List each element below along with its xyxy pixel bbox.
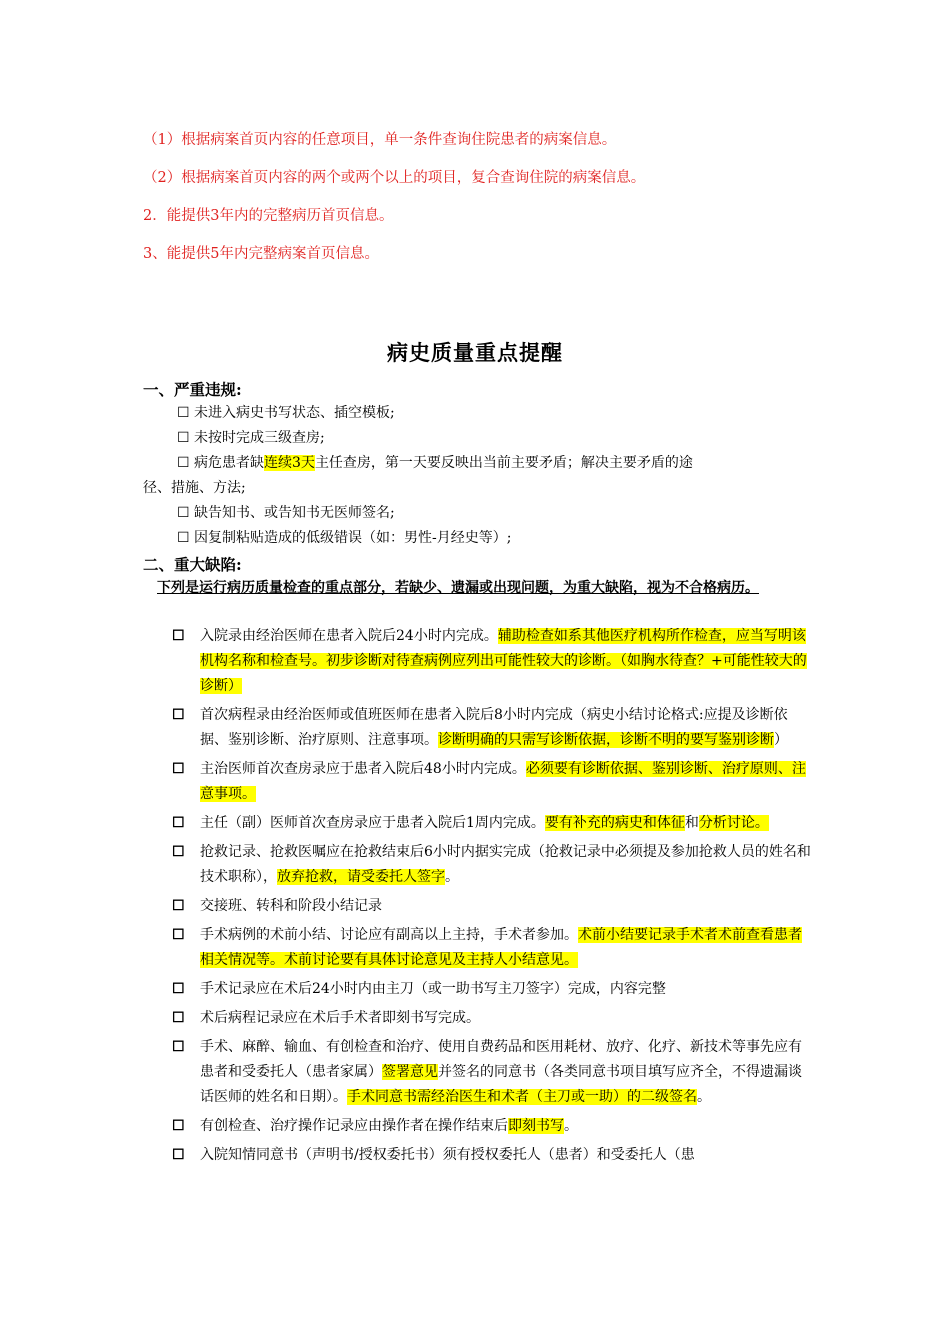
defect-item: ☐ 主治医师首次查房录应于患者入院后48小时内完成。必须要有诊断依据、鉴别诊断、治疗原则、注意事项。 xyxy=(172,757,812,807)
serious-violations-list xyxy=(143,401,808,551)
checkbox-icon: ☐ xyxy=(172,1039,185,1055)
defect-item: ☐ 入院录由经治医师在患者入院后24小时内完成。辅助检查如系其他医疗机构所作检查，应当写明该机构名称和检查号。初步诊断对待查病例应列出可能性较大的诊断。（如胸水待查？+可能性较大的诊断） xyxy=(172,624,812,699)
requirement-line: 3、能提供5年内完整病案首页信息。 xyxy=(143,246,379,262)
defect-item: ☐ 主任（副）医师首次查房录应于患者入院后1周内完成。要有补充的病史和体征和分析讨论。 xyxy=(172,811,812,836)
checkbox-icon: ☐ xyxy=(172,1118,185,1134)
section-heading-major: 二、重大缺陷: xyxy=(143,555,242,574)
major-defects-list xyxy=(172,624,812,1172)
requirement-line: （2）根据病案首页内容的两个或两个以上的项目，复合查询住院的病案信息。 xyxy=(143,170,646,186)
checkbox-icon: ☐ xyxy=(172,927,185,943)
checkbox-icon: ☐ xyxy=(172,1147,185,1163)
highlight: 连续3天 xyxy=(264,455,315,471)
requirement-line: 2．能提供3年内的完整病历首页信息。 xyxy=(143,208,394,224)
defect-item: ☐ 手术记录应在术后24小时内由主刀（或一助书写主刀签字）完成，内容完整 xyxy=(172,977,812,1002)
page-title: 病史质量重点提醒 xyxy=(387,340,563,365)
violation-item-continued: 径、措施、方法; xyxy=(143,480,246,496)
section-intro: 下列是运行病历质量检查的重点部分，若缺少、遗漏或出现问题，为重大缺陷，视为不合格病历。 xyxy=(157,580,759,596)
defect-item: ☐ 交接班、转科和阶段小结记录 xyxy=(172,894,812,919)
checkbox-icon: ☐ xyxy=(172,898,185,914)
checkbox-icon: ☐ xyxy=(172,1010,185,1026)
defect-item: ☐ 有创检查、治疗操作记录应由操作者在操作结束后即刻书写。 xyxy=(172,1114,812,1139)
checkbox-icon: ☐ xyxy=(172,761,185,777)
violation-item: ☐ 未按时完成三级查房; xyxy=(177,430,325,446)
defect-item: ☐ 入院知情同意书（声明书/授权委托书）须有授权委托人（患者）和受委托人（患 xyxy=(172,1143,812,1168)
violation-item: ☐ 未进入病史书写状态、插空模板; xyxy=(177,405,395,421)
section-heading-serious: 一、严重违规: xyxy=(143,380,242,399)
requirement-line: （1）根据病案首页内容的任意项目，单一条件查询住院患者的病案信息。 xyxy=(143,132,617,148)
violation-item: ☐ 因复制粘贴造成的低级错误（如：男性-月经史等）; xyxy=(177,530,512,546)
checkbox-icon: ☐ xyxy=(172,815,185,831)
defect-item: ☐ 手术、麻醉、输血、有创检查和治疗、使用自费药品和医用耗材、放疗、化疗、新技术等事先应有患者和受委托人（患者家属）签署意见并签名的同意书（各类同意书项目填写应齐全，不得遗漏谈话医师的姓名和日期）。手术同意书需经治医生和术者（主刀或一助）的二级签名。 xyxy=(172,1035,812,1110)
defect-item: ☐ 首次病程录由经治医师或值班医师在患者入院后8小时内完成（病史小结讨论格式:应提及诊断依据、鉴别诊断、治疗原则、注意事项。诊断明确的只需写诊断依据，诊断不明的要写鉴别诊断） xyxy=(172,703,812,753)
checkbox-icon: ☐ xyxy=(172,981,185,997)
defect-item: ☐ 手术病例的术前小结、讨论应有副高以上主持，手术者参加。术前小结要记录手术者术前查看患者相关情况等。术前讨论要有具体讨论意见及主持人小结意见。 xyxy=(172,923,812,973)
checkbox-icon: ☐ xyxy=(172,844,185,860)
checkbox-icon: ☐ xyxy=(172,707,185,723)
violation-item: ☐ 缺告知书、或告知书无医师签名; xyxy=(177,505,395,521)
defect-item: ☐ 抢救记录、抢救医嘱应在抢救结束后6小时内据实完成（抢救记录中必须提及参加抢救人员的姓名和技术职称），放弃抢救，请受委托人签字。 xyxy=(172,840,812,890)
defect-item: ☐ 术后病程记录应在术后手术者即刻书写完成。 xyxy=(172,1006,812,1031)
checkbox-icon: ☐ xyxy=(172,628,185,644)
violation-item: ☐ 病危患者缺连续3天主任查房，第一天要反映出当前主要矛盾；解决主要矛盾的途 xyxy=(177,455,693,471)
